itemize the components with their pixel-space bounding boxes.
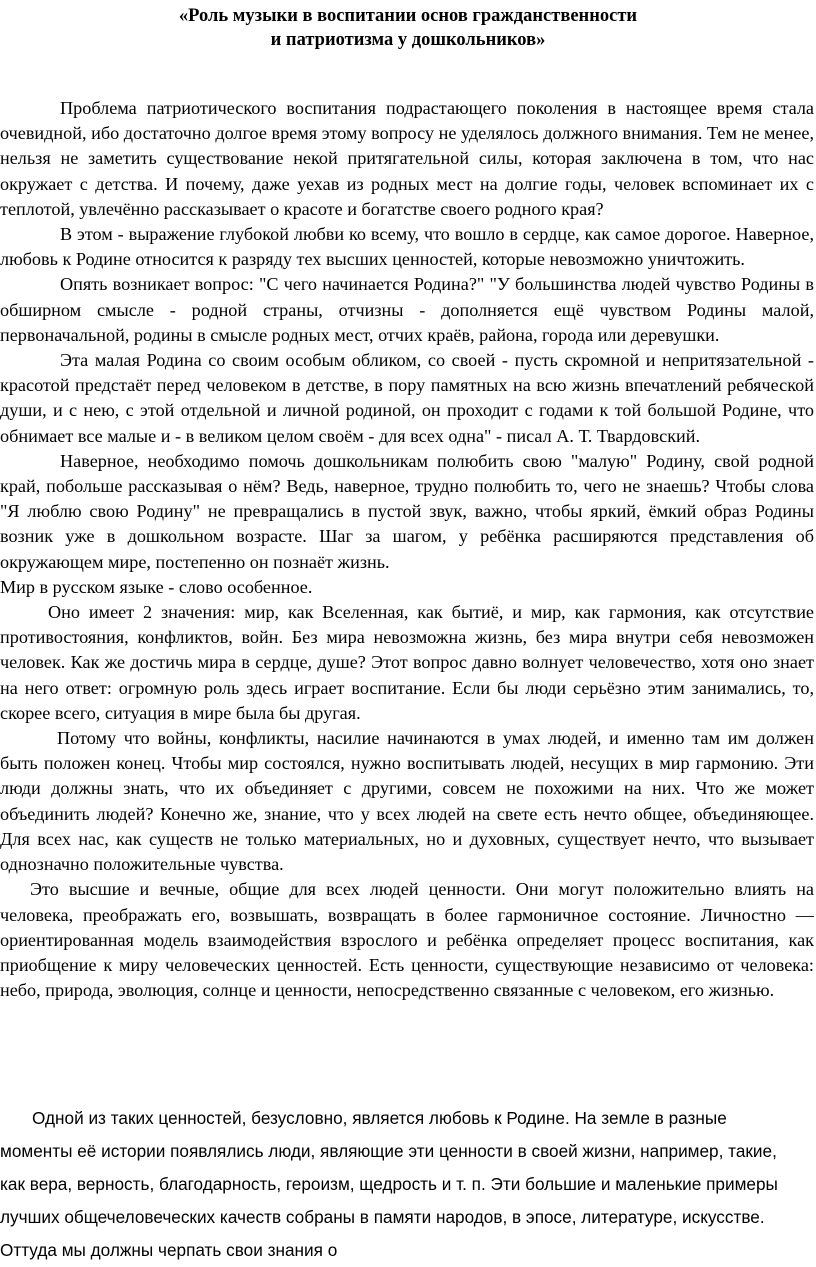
title-line-1: «Роль музыки в воспитании основ гражданственности	[178, 6, 638, 26]
paragraph: Наверное, необходимо помочь дошкольникам полюбить свою "малую" Родину, свой родной край, побольше рассказывая о нём? Ведь, наверное, трудно полюбить то, чего не знаешь? Чтобы слова "Я люблю свою Родину" не превращались в пустой звук, важно, чтобы яркий, ёмкий образ Родины возник уже в дошкольном возрасте. Шаг за шагом, у ребёнка расширяются представления об окружающем мире, постепенно он познаёт жизнь.	[0, 450, 814, 572]
final-paragraph-block	[0, 1102, 780, 1267]
paragraph: Это высшие и вечные, общие для всех людей ценности. Они могут положительно влиять на человека, преображать его, возвышать, возвращать в более гармоничное состояние. Личностно — ориентированная модель взаимодействия взрослого и ребёнка определяет процесс воспитания, как приобщение к миру человеческих ценностей. Есть ценности, существующие независимо от человека: небо, природа, эволюция, солнце и ценности, непосредственно связанные с человеком, его жизнью.	[0, 879, 814, 1001]
paragraph: Опять возникает вопрос: "С чего начинается Родина?" "У большинства людей чувство Родины в обширном смысле - родной страны, отчизны - дополняется ещё чувством Родины малой, первоначальной, родины в смысле родных мест, отчих краёв, района, города или деревушки.	[0, 274, 814, 345]
paragraph: Мир в русском языке - слово особенное.	[0, 576, 313, 597]
document-body	[0, 96, 814, 1003]
paragraph: Одной из таких ценностей, безусловно, является любовь к Родине. На земле в разные моменты её истории появлялись люди, являющие эти ценности в своей жизни, например, такие, как вера, верность, благодарность, героизм, щедрость и т. п. Эти большие и маленькие примеры лучших общечеловеческих качеств собраны в памяти народов, в эпосе, литературе, искусстве. Оттуда мы должны черпать свои знания о	[0, 1108, 778, 1260]
paragraph: Потому что войны, конфликты, насилие начинаются в умах людей, и именно там им должен быть положен конец. Чтобы мир состоялся, нужно воспитывать людей, несущих в мир гармонию. Эти люди должны знать, что их объединяет с другими, совсем не похожими на них. Что же может объединить людей? Конечно же, знание, что у всех людей на свете есть нечто общее, объединяющее. Для всех нас, как существ не только материальных, но и духовных, существует нечто, что вызывает однозначно положительные чувства.	[0, 728, 814, 875]
paragraph: Эта малая Родина со своим особым обликом, со своей - пусть скромной и непритязательной - красотой предстаёт перед человеком в детстве, в пору памятных на всю жизнь впечатлений ребяческой души, и с нею, с этой отдельной и личной родиной, он проходит с годами к той большой Родине, что обнимает все малые и - в великом целом своём - для всех одна" - писал А. Т. Твардовский.	[0, 350, 814, 446]
paragraph: Проблема патриотического воспитания подрастающего поколения в настоящее время стала очевидной, ибо достаточно долгое время этому вопросу не уделялось должного внимания. Тем не менее, нельзя не заметить существование некой притягательной силы, которая заключена в том, что нас окружает с детства. И почему, даже уехав из родных мест на долгие годы, человек вспоминает их с теплотой, увлечённо рассказывает о красоте и богатстве своего родного края?	[0, 98, 814, 219]
title-line-2: и патриотизма у дошкольников»	[270, 30, 546, 50]
paragraph: В этом - выражение глубокой любви ко всему, что вошло в сердце, как самое дорогое. Наверное, любовь к Родине относится к разряду тех высших ценностей, которые невозможно уничтожить.	[0, 224, 814, 270]
paragraph: Оно имеет 2 значения: мир, как Вселенная, как бытиё, и мир, как гармония, как отсутствие противостояния, конфликтов, войн. Без мира невозможна жизнь, без мира внутри себя невозможен человек. Как же достичь мира в сердце, душе? Этот вопрос давно волнует человечество, хотя оно знает на него ответ: огромную роль здесь играет воспитание. Если бы люди серьёзно этим занимались, то, скорее всего, ситуация в мире была бы другая.	[0, 602, 814, 723]
